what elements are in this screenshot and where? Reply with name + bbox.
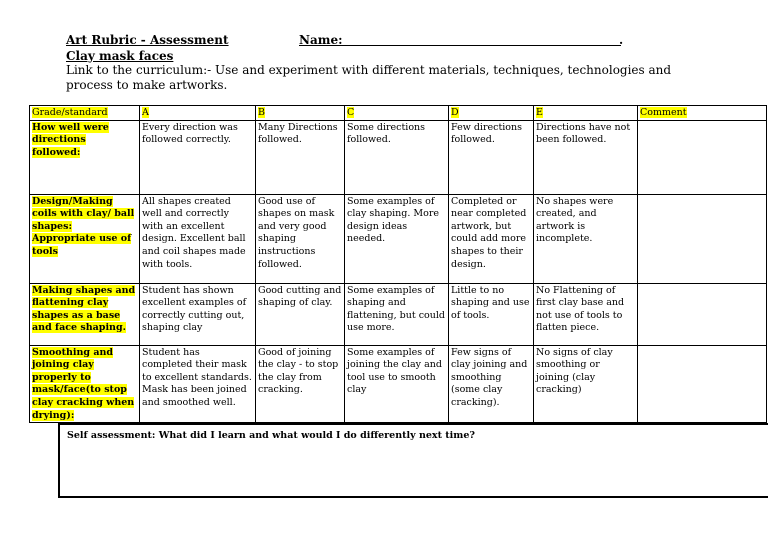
grade-e-cell: Directions have not been followed. bbox=[534, 120, 638, 194]
grade-b-cell: Good of joining the clay - to stop the clay from cracking. bbox=[256, 345, 345, 423]
grade-e-cell: No signs of clay smoothing or joining (clay cracking) bbox=[534, 345, 638, 423]
grade-d-cell: Completed or near completed artwork, but could add more shapes to their design. bbox=[449, 194, 534, 283]
header-cell-e: E bbox=[534, 106, 638, 121]
grade-a-cell: Student has shown excellent examples of correctly cutting out, shaping clay bbox=[140, 283, 256, 345]
grade-d-cell: Few signs of clay joining and smoothing (some clay cracking). bbox=[449, 345, 534, 423]
criterion-cell: Smoothing and joining clay properly to mask/face(to stop clay cracking when drying): bbox=[30, 345, 140, 423]
header-cell-grade: Grade/standard bbox=[30, 106, 140, 121]
grade-a-cell: Student has completed their mask to excellent standards. Mask has been joined and smoothed well. bbox=[140, 345, 256, 423]
table-header-row bbox=[30, 106, 767, 121]
grade-b-cell: Good use of shapes on mask and very good shaping instructions followed. bbox=[256, 194, 345, 283]
table-row bbox=[30, 194, 767, 283]
comment-cell[interactable] bbox=[638, 283, 767, 345]
grade-d-cell: Little to no shaping and use of tools. bbox=[449, 283, 534, 345]
curriculum-link-text: Link to the curriculum:- Use and experiment with different materials, techniques, technologies and process to make artworks. bbox=[66, 63, 672, 92]
criterion-cell: How well were directions followed: bbox=[30, 120, 140, 194]
grade-e-cell: No Flattening of first clay base and not use of tools to flatten piece. bbox=[534, 283, 638, 345]
self-assessment-prompt: Self assessment: What did I learn and what would I do differently next time? bbox=[67, 430, 475, 441]
header-row bbox=[66, 33, 706, 47]
grade-e-cell: No shapes were created, and artwork is incomplete. bbox=[534, 194, 638, 283]
table-row bbox=[30, 345, 767, 423]
self-assessment-box[interactable] bbox=[58, 423, 768, 498]
header-cell-b: B bbox=[256, 106, 345, 121]
grade-a-cell: All shapes created well and correctly with an excellent design. Excellent ball and coil shapes made with tools. bbox=[140, 194, 256, 283]
comment-cell[interactable] bbox=[638, 194, 767, 283]
header-cell-d: D bbox=[449, 106, 534, 121]
criterion-cell: Making shapes and flattening clay shapes as a base and face shaping. bbox=[30, 283, 140, 345]
name-field-end: . bbox=[619, 33, 624, 47]
comment-cell[interactable] bbox=[638, 345, 767, 423]
subtitle: Clay mask faces bbox=[66, 49, 174, 63]
grade-c-cell: Some directions followed. bbox=[345, 120, 449, 194]
grade-b-cell: Many Directions followed. bbox=[256, 120, 345, 194]
grade-d-cell: Few directions followed. bbox=[449, 120, 534, 194]
header-cell-c: C bbox=[345, 106, 449, 121]
header-cell-a: A bbox=[140, 106, 256, 121]
grade-b-cell: Good cutting and shaping of clay. bbox=[256, 283, 345, 345]
table-row bbox=[30, 283, 767, 345]
rubric-table bbox=[29, 105, 767, 423]
grade-c-cell: Some examples of shaping and flattening, but could use more. bbox=[345, 283, 449, 345]
comment-cell[interactable] bbox=[638, 120, 767, 194]
header-cell-comment: Comment bbox=[638, 106, 767, 121]
grade-c-cell: Some examples of joining the clay and tool use to smooth clay bbox=[345, 345, 449, 423]
name-label: Name: bbox=[299, 33, 343, 47]
criterion-cell: Design/Making coils with clay/ ball shapes: Appropriate use of tools bbox=[30, 194, 140, 283]
page-title: Art Rubric - Assessment bbox=[66, 33, 229, 47]
table-row bbox=[30, 120, 767, 194]
grade-c-cell: Some examples of clay shaping. More design ideas needed. bbox=[345, 194, 449, 283]
grade-a-cell: Every direction was followed correctly. bbox=[140, 120, 256, 194]
name-field-line[interactable] bbox=[336, 45, 621, 46]
